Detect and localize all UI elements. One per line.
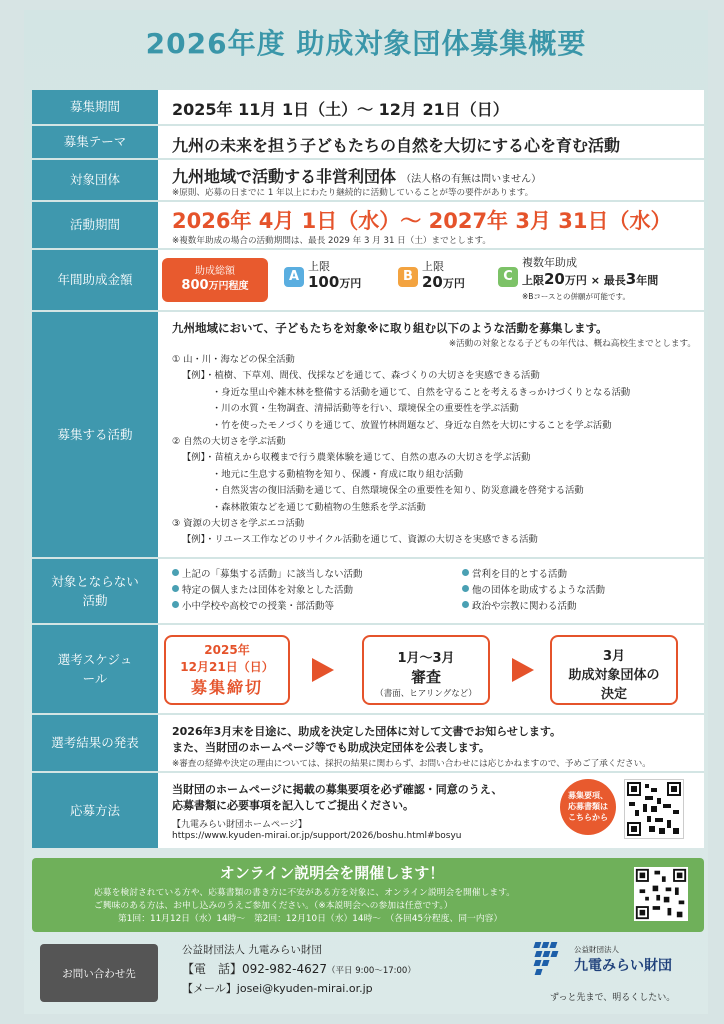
results-line-2: また、当財団のホームページ等でも助成決定団体を公表します。 [172, 741, 490, 754]
grant-total-label: 助成総額 [195, 266, 235, 277]
label-excluded: 対象とならない活動 [32, 559, 158, 623]
course-c [498, 266, 518, 287]
activity-period-value: 2026年 4月 1日（水）～ 2027年 3月 31日（水） [172, 209, 672, 233]
foundation-logo-mark-icon [528, 940, 568, 978]
excluded-left [172, 567, 363, 615]
course-b-badge: B [398, 267, 418, 287]
activity-period-note: ※複数年助成の場合の活動期間は、最長 2029 年 3 月 31 日（土）までとします。 [172, 236, 491, 246]
schedule-decision-title-2: 決定 [600, 687, 627, 702]
apply-url[interactable]: https://www.kyuden-mirai.or.jp/support/2026/boshu.html#bosyu [172, 831, 462, 841]
activities-line: ① 山・川・海などの保全活動 [172, 354, 295, 365]
label-grant: 年間助成金額 [32, 250, 158, 310]
row-activities [32, 310, 704, 557]
results-note: ※審査の経緯や決定の理由については、採択の結果に関わらず、お問い合わせには応じかねますので、予めご了承ください。 [172, 759, 651, 769]
activities-line: ・川の水質・生物調査、清掃活動等を行い、環境保全の重要性を学ぶ活動 [212, 403, 519, 415]
label-activity-period: 活動期間 [32, 202, 158, 248]
excluded-item: 政治や宗教に関わる活動 [462, 599, 605, 615]
grant-total-box [162, 258, 268, 302]
label-target: 対象団体 [32, 160, 158, 200]
course-a-amount: 100万円 [308, 273, 362, 291]
excluded-item: 特定の個人または団体を対象とした活動 [172, 583, 363, 599]
row-target [32, 158, 704, 200]
label-schedule: 選考スケジュール [32, 625, 158, 713]
contact-mail-row [182, 980, 373, 996]
course-b [398, 266, 418, 287]
label-apply: 応募方法 [32, 773, 158, 848]
course-c-amount: 上限20万円 × 最長3年間 [522, 270, 659, 288]
summary-table [32, 90, 704, 848]
contact-section [32, 938, 704, 1008]
schedule-deadline-date: 12月21日（日） [180, 660, 274, 674]
course-b-label: 上限 [422, 260, 444, 273]
activities-line: ・身近な里山や雑木林を整備する活動を通じて、自然を守ることを考えるきっかけづくりとなる活動 [212, 386, 631, 398]
schedule-arrow-2 [512, 658, 534, 682]
grant-note: ※Bコースとの併願が可能です。 [522, 292, 630, 301]
course-c-badge: C [498, 267, 518, 287]
activities-intro-note: ※活動の対象となる子どもの年代は、概ね高校生までとします。 [448, 339, 696, 349]
row-activity-period [32, 200, 704, 248]
activities-line: 【例】・植樹、下草刈、間伐、伐採などを通じて、森づくりの大切さを実感できる活動 [182, 370, 540, 382]
apply-qr-code[interactable] [624, 779, 684, 839]
course-a-label: 上限 [308, 260, 330, 273]
row-results [32, 713, 704, 771]
course-c-label: 複数年助成 [522, 256, 577, 269]
activities-list [172, 352, 630, 549]
activities-line: ③ 資源の大切さを学ぶエコ活動 [172, 518, 305, 530]
contact-tel-row [182, 960, 416, 977]
excluded-item: 小中学校や高校での授業・部活動等 [172, 599, 363, 615]
row-apply [32, 771, 704, 848]
schedule-deadline-year: 2025年 [204, 643, 250, 657]
schedule-deadline-title: 募集締切 [190, 678, 263, 697]
schedule-review-title: 審査 [410, 668, 441, 686]
schedule-decision-date: 3月 [602, 649, 626, 664]
excluded-item: 上記の「募集する活動」に該当しない活動 [172, 567, 363, 583]
target-inline-note: （法人格の有無は問いません） [401, 174, 542, 185]
contact-mail-label: 【メール】 [182, 982, 237, 995]
target-note: ※原則、応募の日までに 1 年以上にわたり継続的に活動していることが等の要件があります。 [172, 188, 534, 198]
row-period [32, 90, 704, 124]
flyer-sheet [24, 10, 708, 1014]
label-period: 募集期間 [32, 90, 158, 124]
grant-total-value: 800 [181, 278, 209, 293]
online-session-banner [32, 858, 704, 932]
schedule-step-review [362, 635, 490, 705]
activities-line: ② 自然の大切さを学ぶ活動 [172, 436, 286, 448]
apply-line-1: 当財団のホームページに掲載の募集要項を必ず確認・同意のうえ、 [172, 783, 503, 796]
activities-line: ・竹を使ったモノづくりを通じて、放置竹林問題など、身近な自然を大切にすることを学ぶ活動 [212, 419, 612, 431]
schedule-step-deadline [164, 635, 290, 705]
excluded-item: 他の団体を助成するような活動 [462, 583, 605, 599]
label-theme: 募集テーマ [32, 126, 158, 158]
apply-badge: 募集要項、応募書類は こちらから [560, 779, 616, 835]
excluded-right [462, 567, 605, 615]
grant-total-unit: 万円程度 [208, 281, 249, 292]
activities-intro: 九州地域において、子どもたちを対象※に取り組む以下のような活動を募集します。 [172, 321, 608, 335]
logo-tagline: ずっと先まで、明るくしたい。 [550, 993, 676, 1003]
online-line-1: 応募を検討されている方や、応募書類の書き方に不安がある方を対象に、オンライン説明会を開催します。 [94, 888, 516, 898]
online-qr-code[interactable] [634, 867, 688, 921]
online-line-3: 第1回：11月12日（水）14時～ 第2回：12月10日（水）14時～ （各回45分程度、同一内容） [118, 914, 503, 924]
contact-tel-hours: （平日 9:00～17:00） [327, 966, 416, 976]
logo-name: 九電みらい財団 [574, 958, 672, 974]
online-title: オンライン説明会を開催します！ [219, 864, 445, 882]
schedule-review-date: 1月～3月 [397, 651, 455, 666]
course-b-amount: 20万円 [422, 273, 465, 291]
apply-line-2: 応募書類に必要事項を記入してご提出ください。 [172, 799, 414, 812]
theme-value: 九州の未来を担う子どもたちの自然を大切にする心を育む活動 [172, 136, 621, 155]
page-title: 2026年度 助成対象団体募集概要 [145, 27, 587, 60]
row-schedule [32, 623, 704, 713]
label-activities: 募集する活動 [32, 312, 158, 557]
contact-tel-label: 【電 話】 [182, 962, 243, 976]
label-results: 選考結果の発表 [32, 715, 158, 771]
course-a-badge: A [284, 267, 304, 287]
row-grant [32, 248, 704, 310]
row-excluded [32, 557, 704, 623]
activities-line: ・森林散策などを通じて動植物の生態系を学ぶ活動 [212, 501, 426, 513]
contact-mail[interactable]: josei@kyuden-mirai.or.jp [236, 982, 373, 995]
target-value: 九州地域で活動する非営利団体 [172, 167, 397, 186]
schedule-arrow-1 [312, 658, 334, 682]
activities-line: 【例】・リユース工作などのリサイクル活動を通じて、資源の大切さを実感できる活動 [182, 534, 538, 546]
activities-line: ・自然災害の復旧活動を通じて、自然環境保全の重要性を知り、防災意識を啓発する活動 [212, 485, 584, 497]
schedule-decision-title-1: 助成対象団体の [568, 668, 660, 683]
logo-small-text: 公益財団法人 [574, 945, 619, 954]
results-line-1: 2026年3月末を目途に、助成を決定した団体に対して文書でお知らせします。 [172, 725, 562, 738]
excluded-item: 営利を目的とする活動 [462, 567, 605, 583]
course-a [284, 266, 304, 287]
schedule-step-decision [550, 635, 678, 705]
activities-line: ・地元に生息する動植物を知り、保護・育成に取り組む活動 [212, 468, 464, 480]
online-line-2: ご興味のある方は、お申し込みのうえご参加ください。（※本説明会への参加は任意です。） [94, 901, 453, 911]
period-value: 2025年 11月 1日（土）～ 12月 21日（日） [172, 100, 509, 119]
contact-org: 公益財団法人 九電みらい財団 [182, 944, 322, 956]
activities-line: 【例】・苗植えから収穫まで行う農業体験を通じて、自然の恵みの大切さを学ぶ活動 [182, 452, 531, 464]
contact-tel[interactable]: 092-982-4627 [242, 962, 328, 976]
schedule-review-note: （書面、ヒアリングなど） [375, 689, 477, 699]
apply-link-label: 【九電みらい財団ホームページ】 [172, 820, 307, 830]
row-theme [32, 124, 704, 158]
contact-label: お問い合わせ先 [40, 944, 158, 1002]
